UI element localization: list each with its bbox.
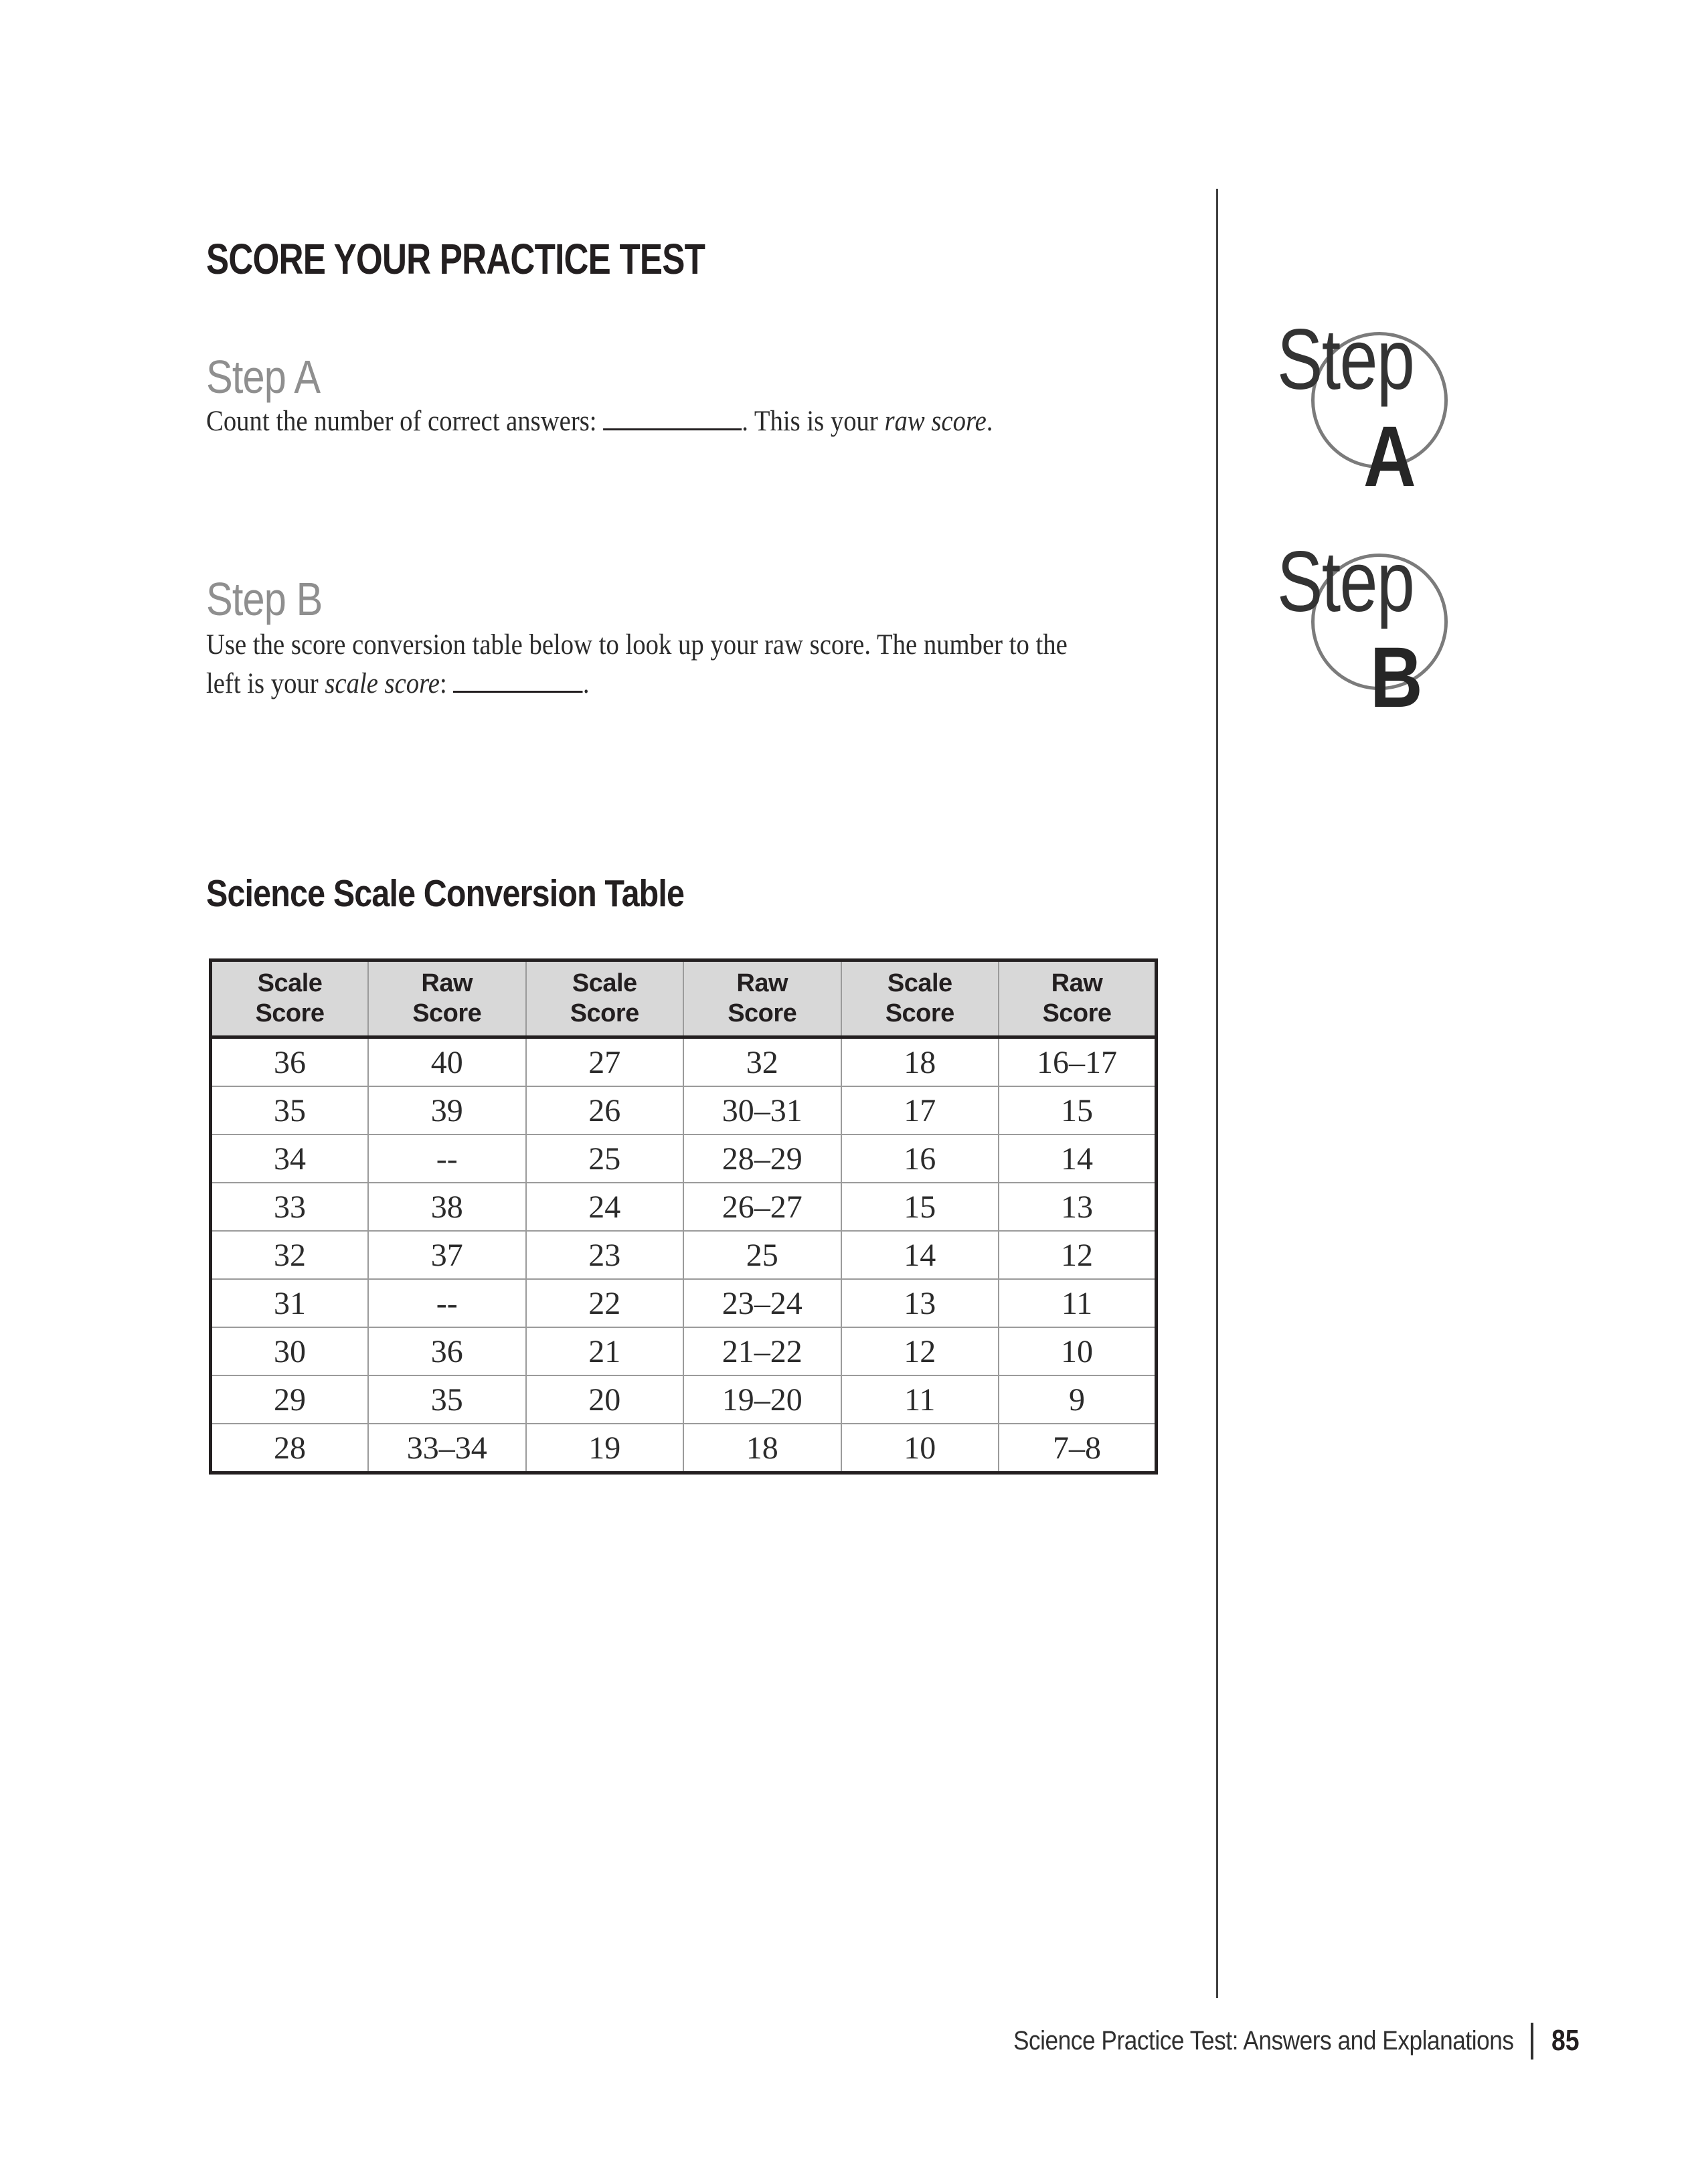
step-b-heading: Step B (206, 573, 323, 625)
table-cell: 30–31 (683, 1086, 841, 1135)
conversion-table-body (211, 1037, 1157, 1473)
step-b-colon: : (439, 668, 454, 699)
step-a-text-end: . (986, 406, 993, 437)
table-row (211, 1231, 1157, 1279)
table-row (211, 1135, 1157, 1183)
table-cell: 32 (683, 1037, 841, 1087)
table-cell: 36 (368, 1327, 526, 1375)
table-cell: -- (368, 1279, 526, 1327)
table-cell: 7–8 (999, 1424, 1157, 1473)
conversion-table-title: Science Scale Conversion Table (206, 872, 685, 915)
table-row (211, 1037, 1157, 1087)
page-number: 85 (1551, 2024, 1580, 2057)
scale-score-term: scale score (325, 668, 440, 699)
table-cell: 19–20 (683, 1375, 841, 1424)
table-cell: 26 (526, 1086, 684, 1135)
scale-score-blank (453, 688, 583, 693)
science-scale-conversion-table (209, 958, 1158, 1475)
table-row (211, 1086, 1157, 1135)
step-b-badge-word: Step (1277, 534, 1414, 630)
table-cell: 14 (999, 1135, 1157, 1183)
step-a-heading: Step A (206, 351, 321, 403)
table-cell: 28 (211, 1424, 369, 1473)
table-cell: 14 (841, 1231, 999, 1279)
table-cell: 37 (368, 1231, 526, 1279)
table-cell: 34 (211, 1135, 369, 1183)
step-a-text-before-blank: Count the number of correct answers: (206, 406, 604, 437)
table-row (211, 1375, 1157, 1424)
step-b-line-1: Use the score conversion table below to look up your raw score. The number to the (206, 629, 1068, 661)
table-cell: 22 (526, 1279, 684, 1327)
table-cell: 21–22 (683, 1327, 841, 1375)
step-a-badge-letter: A (1363, 409, 1416, 505)
step-a-instructions (206, 402, 993, 441)
header-cell-raw-2: Raw Score (683, 960, 841, 1037)
table-cell: 38 (368, 1183, 526, 1231)
header-cell-raw-1: Raw Score (368, 960, 526, 1037)
table-cell: 30 (211, 1327, 369, 1375)
header-cell-scale-3: Scale Score (841, 960, 999, 1037)
step-b-instructions (206, 626, 1068, 703)
table-cell: 21 (526, 1327, 684, 1375)
table-cell: 27 (526, 1037, 684, 1087)
table-cell: 13 (841, 1279, 999, 1327)
step-b-text-pre: left is your (206, 668, 325, 699)
header-cell-scale-1: Scale Score (211, 960, 369, 1037)
table-cell: 16 (841, 1135, 999, 1183)
table-cell: 20 (526, 1375, 684, 1424)
table-cell: 33–34 (368, 1424, 526, 1473)
table-cell: 12 (841, 1327, 999, 1375)
margin-divider-line (1216, 189, 1218, 1998)
table-cell: 35 (211, 1086, 369, 1135)
table-cell: 13 (999, 1183, 1157, 1231)
raw-score-blank (603, 426, 742, 430)
table-cell: 28–29 (683, 1135, 841, 1183)
table-cell: 10 (841, 1424, 999, 1473)
page-title: SCORE YOUR PRACTICE TEST (206, 234, 705, 283)
table-cell: 18 (841, 1037, 999, 1087)
table-cell: 9 (999, 1375, 1157, 1424)
table-row (211, 1424, 1157, 1473)
header-cell-scale-2: Scale Score (526, 960, 684, 1037)
table-cell: 17 (841, 1086, 999, 1135)
table-cell: 25 (683, 1231, 841, 1279)
table-cell: 10 (999, 1327, 1157, 1375)
table-cell: 19 (526, 1424, 684, 1473)
table-cell: 26–27 (683, 1183, 841, 1231)
step-b-badge-letter: B (1370, 630, 1423, 726)
header-row (211, 960, 1157, 1037)
table-cell: 31 (211, 1279, 369, 1327)
table-cell: 18 (683, 1424, 841, 1473)
step-a-text-after-blank: . This is your (742, 406, 885, 437)
footer-divider-bar (1531, 2023, 1533, 2060)
table-cell: 12 (999, 1231, 1157, 1279)
table-cell: 24 (526, 1183, 684, 1231)
table-cell: 16–17 (999, 1037, 1157, 1087)
step-b-line-2 (206, 665, 1068, 703)
step-a-badge-word: Step (1277, 312, 1414, 408)
table-cell: 36 (211, 1037, 369, 1087)
table-cell: 39 (368, 1086, 526, 1135)
table-cell: 25 (526, 1135, 684, 1183)
table-cell: 35 (368, 1375, 526, 1424)
table-cell: 11 (841, 1375, 999, 1424)
step-b-text-end: . (582, 668, 590, 699)
table-cell: -- (368, 1135, 526, 1183)
raw-score-term: raw score (884, 406, 987, 437)
table-row (211, 1279, 1157, 1327)
table-cell: 15 (999, 1086, 1157, 1135)
table-cell: 33 (211, 1183, 369, 1231)
table-row (211, 1183, 1157, 1231)
table-cell: 15 (841, 1183, 999, 1231)
table-cell: 32 (211, 1231, 369, 1279)
table-cell: 23 (526, 1231, 684, 1279)
table-row (211, 1327, 1157, 1375)
table-cell: 29 (211, 1375, 369, 1424)
table-cell: 23–24 (683, 1279, 841, 1327)
header-cell-raw-3: Raw Score (999, 960, 1157, 1037)
table-cell: 40 (368, 1037, 526, 1087)
conversion-table-header (211, 960, 1157, 1037)
table-cell: 11 (999, 1279, 1157, 1327)
footer-running-title: Science Practice Test: Answers and Explanations (1013, 2026, 1514, 2055)
